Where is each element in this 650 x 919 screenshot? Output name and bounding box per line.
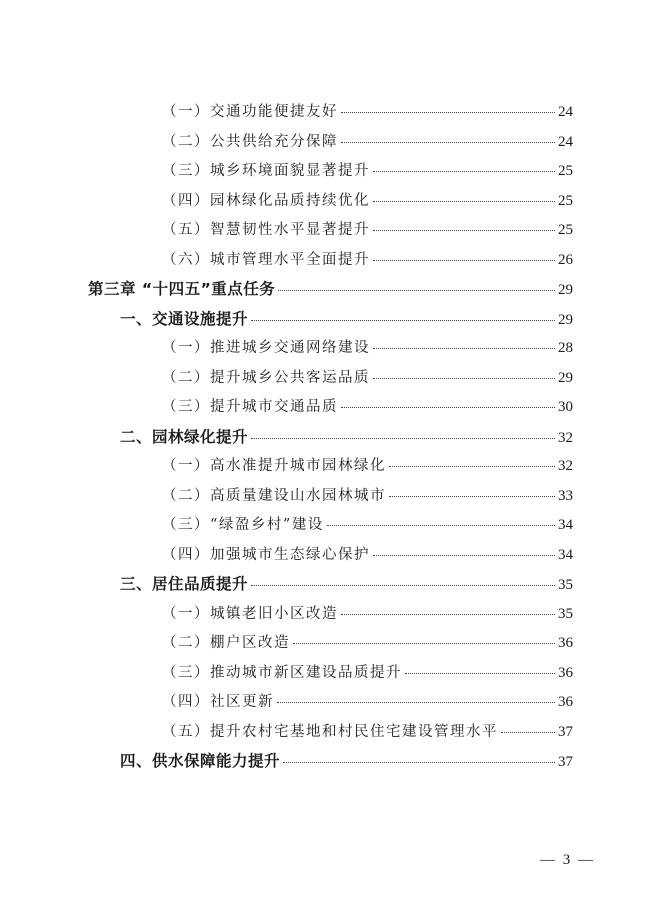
toc-subsection-entry[interactable]	[162, 631, 573, 652]
dot-leader	[327, 525, 555, 526]
dot-leader	[373, 171, 555, 172]
toc-section-entry[interactable]	[120, 425, 573, 447]
dot-leader	[389, 496, 555, 497]
toc-entry-page: 36	[558, 635, 573, 651]
dot-leader	[283, 762, 555, 763]
toc-entry-title: （二）提升城乡公共客运品质	[162, 369, 370, 386]
toc-entry-page: 37	[558, 723, 573, 740]
toc-entry-page: 24	[558, 133, 573, 150]
toc-subsection-entry[interactable]	[162, 543, 573, 564]
dot-leader	[373, 378, 555, 379]
toc-entry-title: 四、供水保障能力提升	[120, 752, 281, 770]
toc-subsection-entry[interactable]	[162, 336, 573, 357]
toc-entry-page: 33	[558, 487, 573, 504]
dot-leader	[341, 142, 555, 143]
page-number-footer: — 3 —	[540, 852, 595, 868]
toc-entry-page: 25	[558, 163, 573, 179]
toc-entry-page: 25	[558, 192, 573, 209]
dot-leader	[373, 348, 555, 349]
toc-entry-title: （一）交通功能便捷友好	[162, 104, 338, 120]
dot-leader	[341, 407, 555, 408]
toc-subsection-entry[interactable]	[162, 513, 573, 534]
toc-entry-title: 三、居住品质提升	[120, 575, 249, 593]
toc-entry-title: （五）提升农村宅基地和村民住宅建设管理水平	[162, 723, 498, 740]
toc-entry-title: 一、交通设施提升	[120, 309, 249, 328]
toc-entry-title: （四）园林绿化品质持续优化	[162, 192, 370, 209]
toc-entry-page: 34	[558, 517, 573, 533]
toc-subsection-entry[interactable]	[162, 720, 573, 741]
toc-entry-page: 32	[558, 429, 573, 446]
toc-subsection-entry[interactable]	[162, 395, 573, 416]
toc-entry-title: 第三章 “十四五”重点任务	[88, 280, 276, 298]
toc-entry-title: （二）高质量建设山水园林城市	[162, 487, 386, 504]
toc-subsection-entry[interactable]	[162, 661, 573, 682]
toc-entry-title: （三）提升城市交通品质	[162, 399, 338, 415]
dot-leader	[405, 673, 555, 674]
toc-entry-page: 25	[558, 222, 573, 238]
toc-entry-title: （二）棚户区改造	[162, 635, 290, 651]
toc-entry-page: 29	[558, 311, 573, 328]
toc-entry-title: （六）城市管理水平全面提升	[162, 251, 370, 268]
toc-section-entry[interactable]	[120, 307, 573, 329]
dot-leader	[373, 555, 555, 556]
toc-chapter-entry[interactable]	[88, 277, 573, 299]
dot-leader	[251, 438, 555, 439]
toc-entry-title: （三）推动城市新区建设品质提升	[162, 664, 402, 681]
toc-entry-page: 35	[558, 605, 573, 622]
toc-entry-page: 29	[558, 282, 573, 298]
toc-subsection-entry[interactable]	[162, 454, 573, 475]
toc-subsection-entry[interactable]	[162, 248, 573, 269]
dot-leader	[251, 585, 555, 586]
toc-subsection-entry[interactable]	[162, 100, 573, 121]
toc-section-entry[interactable]	[120, 572, 573, 594]
dot-leader	[373, 260, 555, 261]
toc-entry-page: 37	[558, 754, 573, 770]
toc-entry-page: 32	[558, 458, 573, 474]
dot-leader	[341, 614, 555, 615]
toc-entry-title: （三）“绿盈乡村”建设	[162, 517, 324, 533]
toc-entry-page: 26	[558, 251, 573, 268]
toc-entry-page: 29	[558, 369, 573, 386]
toc-section-entry[interactable]	[120, 749, 573, 771]
toc-entry-title: （四）社区更新	[162, 694, 274, 710]
dot-leader	[293, 643, 555, 644]
toc-entry-title: （二）公共供给充分保障	[162, 133, 338, 150]
toc-entry-page: 35	[558, 577, 573, 593]
toc-subsection-entry[interactable]	[162, 189, 573, 210]
toc-entry-title: （四）加强城市生态绿心保护	[162, 546, 370, 563]
toc-entry-title: （三）城乡环境面貌显著提升	[162, 163, 370, 179]
toc-subsection-entry[interactable]	[162, 690, 573, 711]
toc-entry-page: 34	[558, 546, 573, 563]
toc-entry-page: 36	[558, 664, 573, 681]
dot-leader	[389, 466, 555, 467]
toc-entry-title: （一）城镇老旧小区改造	[162, 605, 338, 622]
toc-entry-page: 30	[558, 399, 573, 415]
toc-subsection-entry[interactable]	[162, 366, 573, 387]
dot-leader	[278, 290, 555, 291]
toc-entry-title: （五）智慧韧性水平显著提升	[162, 222, 370, 238]
toc-subsection-entry[interactable]	[162, 159, 573, 180]
dot-leader	[501, 732, 555, 733]
dot-leader	[277, 702, 555, 703]
toc-subsection-entry[interactable]	[162, 484, 573, 505]
toc-entry-title: 二、园林绿化提升	[120, 427, 249, 446]
dot-leader	[373, 230, 555, 231]
toc-entry-title: （一）推进城乡交通网络建设	[162, 340, 370, 356]
dot-leader	[251, 320, 555, 321]
toc-entry-page: 28	[558, 340, 573, 356]
toc-subsection-entry[interactable]	[162, 130, 573, 151]
dot-leader	[373, 201, 555, 202]
toc-entry-page: 24	[558, 104, 573, 120]
toc-subsection-entry[interactable]	[162, 602, 573, 623]
toc-subsection-entry[interactable]	[162, 218, 573, 239]
toc-entry-page: 36	[558, 694, 573, 710]
dot-leader	[341, 112, 555, 113]
toc-entry-title: （一）高水准提升城市园林绿化	[162, 458, 386, 474]
